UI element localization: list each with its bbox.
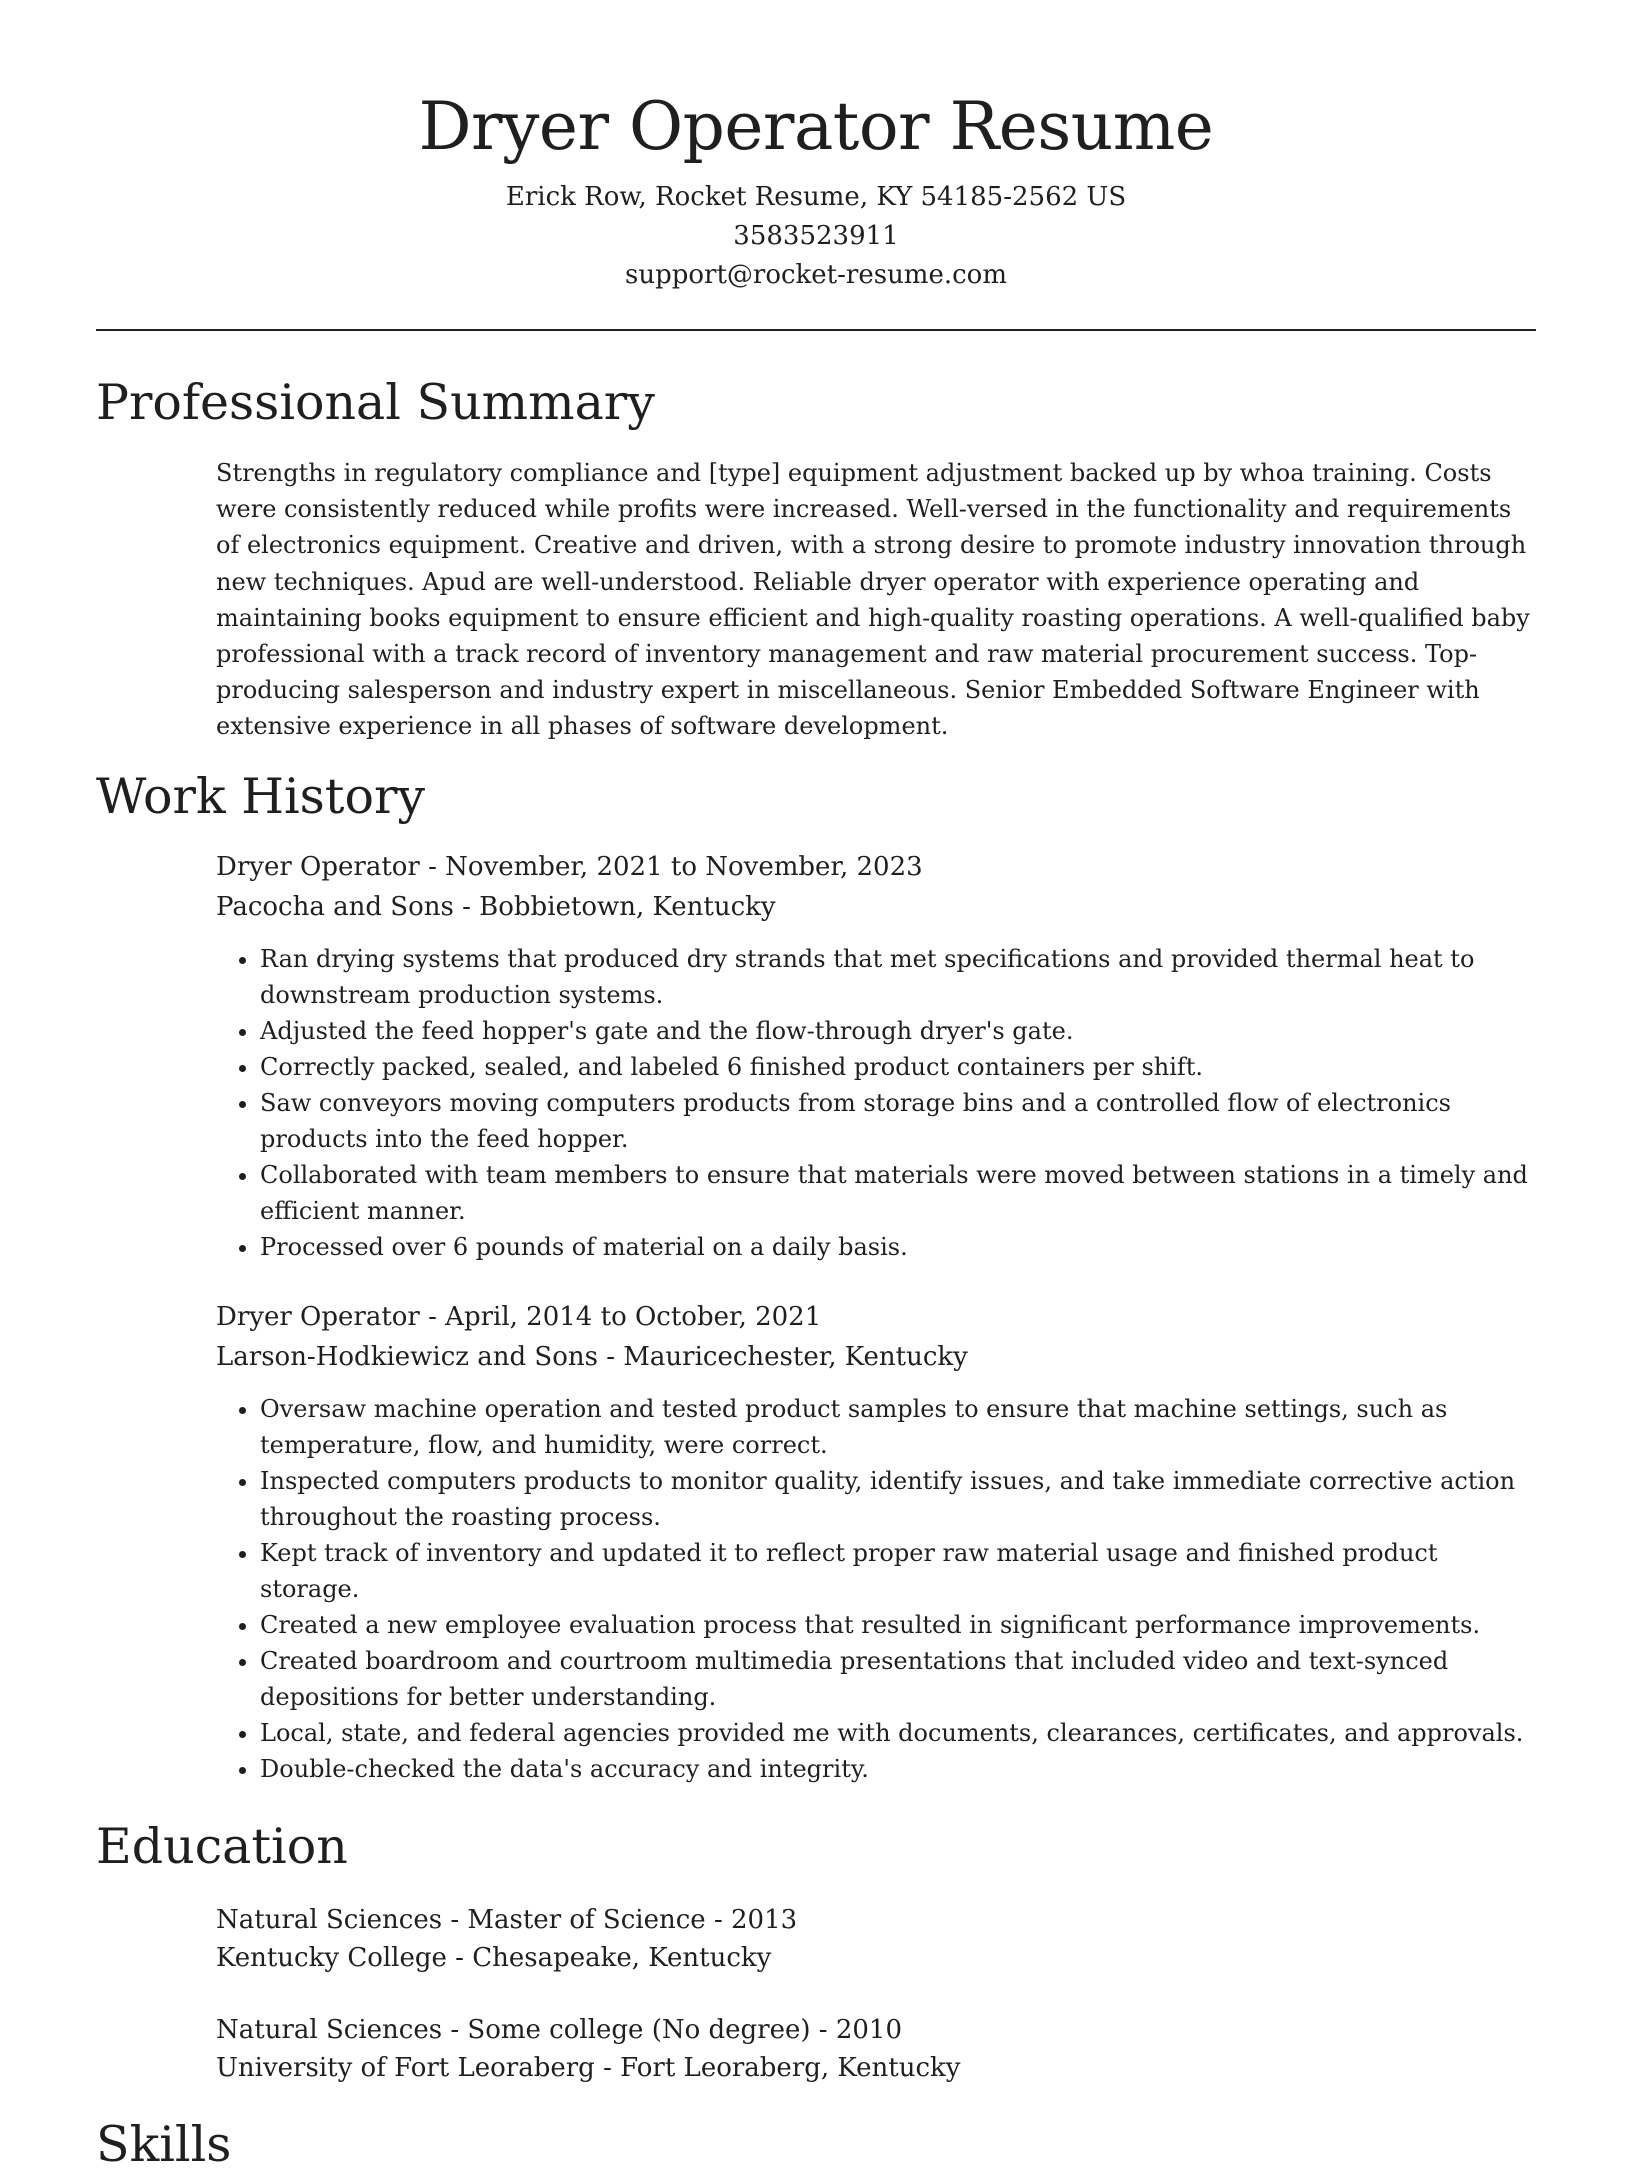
job-dates: - November, 2021 to November, 2023 xyxy=(419,851,923,882)
job-location: - Mauricechester, Kentucky xyxy=(597,1341,968,1372)
education-school-line xyxy=(216,2049,1536,2087)
job-title-line xyxy=(216,847,1536,887)
resume-page xyxy=(96,0,1536,2175)
job-bullet: • Collaborated with team members to ensure that materials were moved between stations in a timely and efficient manner. xyxy=(260,1157,1536,1229)
job-bullet: • Ran drying systems that produced dry strands that met specifications and provided thermal heat to downstream production systems. xyxy=(260,941,1536,1013)
education-school: Kentucky College xyxy=(216,1942,447,1973)
header-divider xyxy=(96,329,1536,331)
job-company: Pacocha and Sons xyxy=(216,891,454,922)
education-field: Natural Sciences xyxy=(216,2014,443,2045)
education-school: University of Fort Leoraberg xyxy=(216,2052,595,2083)
contact-address: Erick Row, Rocket Resume, KY 54185-2562 US xyxy=(505,182,1127,212)
job-bullet: • Correctly packed, sealed, and labeled 6 finished product containers per shift. xyxy=(260,1049,1536,1085)
job-bullet: • Adjusted the feed hopper's gate and the flow-through dryer's gate. xyxy=(260,1013,1536,1049)
job-bullet: • Processed over 6 pounds of material on a daily basis. xyxy=(260,1229,1536,1265)
education-year: - 2010 xyxy=(810,2014,903,2045)
contact-block xyxy=(96,178,1536,295)
job-title: Dryer Operator xyxy=(216,1301,420,1332)
resume-title: Dryer Operator Resume xyxy=(418,88,1214,165)
education-location: - Chesapeake, Kentucky xyxy=(446,1942,772,1973)
job-bullet: • Oversaw machine operation and tested product samples to ensure that machine settings, such as temperature, flow, and humidity, were correct. xyxy=(260,1391,1536,1463)
skills-heading: Skills xyxy=(96,2115,232,2173)
job-bullets xyxy=(216,941,1536,1265)
job-bullet: • Kept track of inventory and updated it to reflect proper raw material usage and finished product storage. xyxy=(260,1535,1536,1607)
contact-phone: 3583523911 xyxy=(733,221,899,251)
job-title-line xyxy=(216,1297,1536,1337)
job-entry xyxy=(216,1297,1536,1787)
education-entry xyxy=(216,1901,1536,1977)
education-heading: Education xyxy=(96,1817,348,1875)
job-company: Larson-Hodkiewicz and Sons xyxy=(216,1341,598,1372)
job-bullets xyxy=(216,1391,1536,1787)
job-company-line xyxy=(216,887,1536,927)
education-degree: - Some college (No degree) xyxy=(442,2014,811,2045)
education-entry xyxy=(216,2011,1536,2087)
job-dates: - April, 2014 to October, 2021 xyxy=(419,1301,822,1332)
job-bullet: • Created boardroom and courtroom multimedia presentations that included video and text-synced depositions for better understanding. xyxy=(260,1643,1536,1715)
education-school-line xyxy=(216,1939,1536,1977)
education-degree-line xyxy=(216,2011,1536,2049)
job-location: - Bobbietown, Kentucky xyxy=(453,891,776,922)
job-company-line xyxy=(216,1337,1536,1377)
job-bullet: • Saw conveyors moving computers products from storage bins and a controlled flow of electronics products into the feed hopper. xyxy=(260,1085,1536,1157)
summary-text: Strengths in regulatory compliance and [type] equipment adjustment backed up by whoa training. Costs were consistently reduced while profits were increased. Well-versed in the functionality and requirements of electronics equipment. Creative and driven, with a strong desire to promote industry innovation through new techniques. Apud are well-understood. Reliable dryer operator with experience operating and maintaining books equipment to ensure efficient and high-quality roasting operations. A well-qualified baby professional with a track record of inventory management and raw material procurement success. Top-producing salesperson and industry expert in miscellaneous. Senior Embedded Software Engineer with extensive experience in all phases of software development. xyxy=(216,459,1530,741)
education-degree-line xyxy=(216,1901,1536,1939)
work-history-heading: Work History xyxy=(96,767,426,825)
education-degree: - Master of Science xyxy=(442,1904,706,1935)
education-location: - Fort Leoraberg, Kentucky xyxy=(594,2052,961,2083)
education-field: Natural Sciences xyxy=(216,1904,443,1935)
summary-heading: Professional Summary xyxy=(96,374,655,431)
contact-email: support@rocket-resume.com xyxy=(624,260,1007,290)
job-bullet: • Double-checked the data's accuracy and integrity. xyxy=(260,1751,1536,1787)
job-entry xyxy=(216,847,1536,1265)
job-bullet: • Inspected computers products to monitor quality, identify issues, and take immediate corrective action throughout the roasting process. xyxy=(260,1463,1536,1535)
job-bullet: • Created a new employee evaluation process that resulted in significant performance improvements. xyxy=(260,1607,1536,1643)
education-year: - 2013 xyxy=(705,1904,798,1935)
job-title: Dryer Operator xyxy=(216,851,420,882)
job-bullet: • Local, state, and federal agencies provided me with documents, clearances, certificates, and approvals. xyxy=(260,1715,1536,1751)
